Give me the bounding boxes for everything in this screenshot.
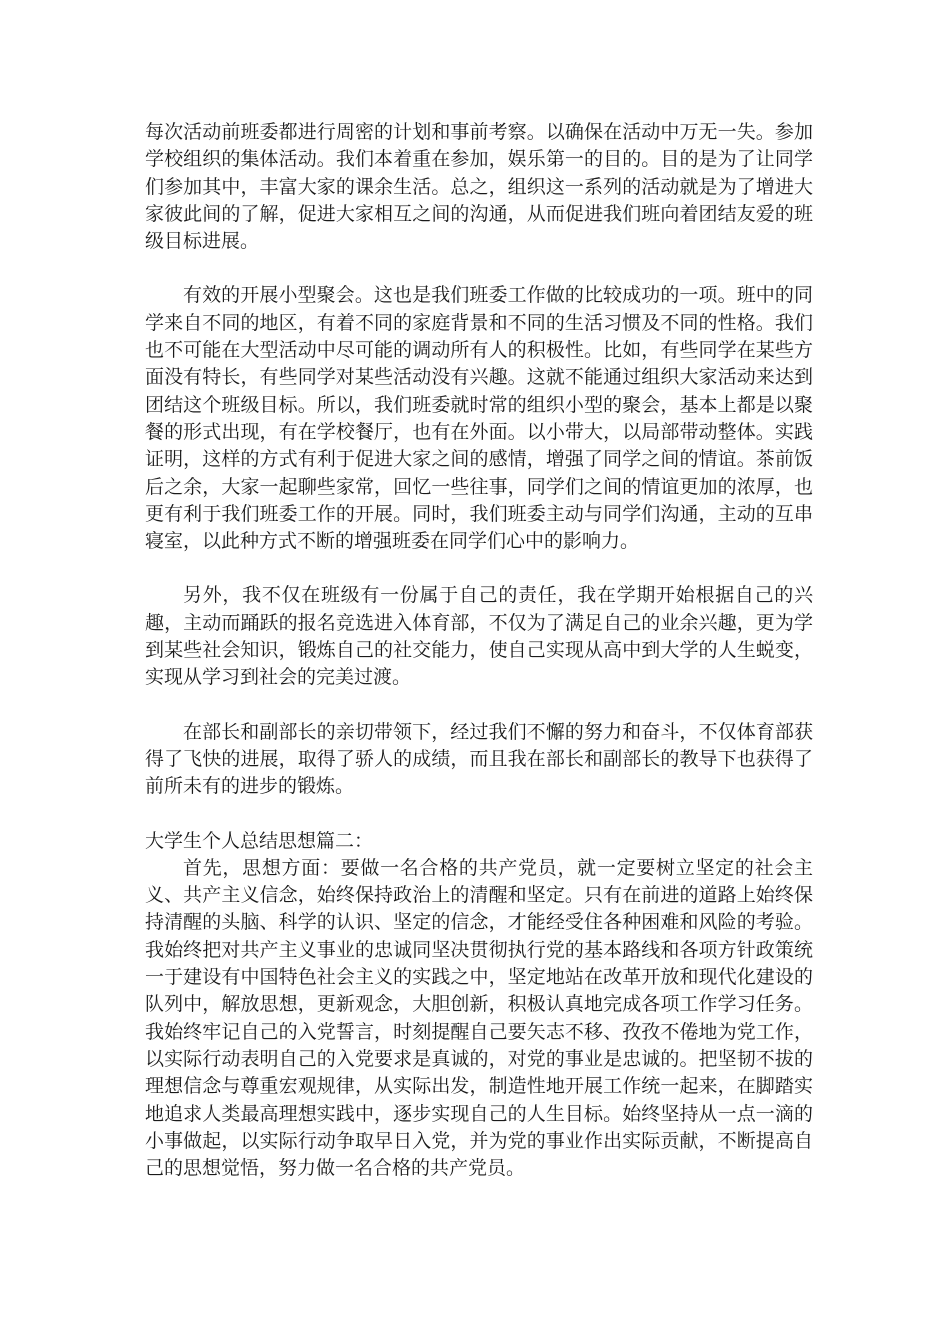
- paragraph-small-gatherings: 有效的开展小型聚会。这也是我们班委工作做的比较成功的一项。班中的同学来自不同的地区，有着不同的家庭背景和不同的生活习惯及不同的性格。我们也不可能在大型活动中尽可能的调动所有人的积极性。比如，有些同学在某些方面没有特长，有些同学对某些活动没有兴趣。这就不能通过组织大家活动来达到团结这个班级目标。所以，我们班委就时常的组织小型的聚会，基本上都是以聚餐的形式出现，有在学校餐厅，也有在外面。以小带大，以局部带动整体。实践证明，这样的方式有利于促进大家之间的感情，增强了同学之间的情谊。茶前饭后之余，大家一起聊些家常，回忆一些往事，同学们之间的情谊更加的浓厚，也更有利于我们班委工作的开展。同时，我们班委主动与同学们沟通，主动的互串寝室，以此种方式不断的增强班委在同学们心中的影响力。: [145, 284, 813, 553]
- paragraph-class-activities: 每次活动前班委都进行周密的计划和事前考察。以确保在活动中万无一失。参加学校组织的集体活动。我们本着重在参加，娱乐第一的目的。目的是为了让同学们参加其中，丰富大家的课余生活。总之，组织这一系列的活动就是为了增进大家彼此间的了解，促进大家相互之间的沟通，从而促进我们班向着团结友爱的班级目标进展。: [145, 121, 813, 253]
- paragraph-ideology: 首先，思想方面：要做一名合格的共产党员，就一定要树立坚定的社会主义、共产主义信念，始终保持政治上的清醒和坚定。只有在前进的道路上始终保持清醒的头脑、科学的认识、坚定的信念，才能经受住各种困难和风险的考验。我始终把对共产主义事业的忠诚同坚决贯彻执行党的基本路线和各项方针政策统一于建设有中国特色社会主义的实践之中，坚定地站在改革开放和现代化建设的队列中，解放思想，更新观念，大胆创新，积极认真地完成各项工作学习任务。我始终牢记自己的入党誓言，时刻提醒自己要矢志不移、孜孜不倦地为党工作，以实际行动表明自己的入党要求是真诚的，对党的事业是忠诚的。把坚韧不拔的理想信念与尊重宏观规律，从实际出发，制造性地开展工作统一起来，在脚踏实地追求人类最高理想实践中，逐步实现自己的人生目标。始终坚持从一点一滴的小事做起，以实际行动争取早日入党，并为党的事业作出实际贡献，不断提高自己的思想觉悟，努力做一名合格的共产党员。: [145, 856, 813, 1180]
- paragraph-gap: [145, 555, 813, 582]
- paragraph-gap: [145, 255, 813, 282]
- paragraph-sports-department: 另外，我不仅在班级有一份属于自己的责任，我在学期开始根据自己的兴趣，主动而踊跃的报名竞选进入体育部，不仅为了满足自己的业余兴趣，更为学到某些社会知识，锻炼自己的社交能力，使自己实现从高中到大学的人生蜕变，实现从学习到社会的完美过渡。: [145, 584, 813, 689]
- paragraph-gap: [145, 692, 813, 719]
- section-heading: 大学生个人总结思想篇二：: [145, 829, 374, 852]
- paragraph-gap: [145, 801, 813, 828]
- document-page: [145, 119, 813, 1182]
- paragraph-department-leadership: 在部长和副部长的亲切带领下，经过我们不懈的努力和奋斗，不仅体育部获得了飞快的进展，取得了骄人的成绩，而且我在部长和副部长的教导下也获得了前所未有的进步的锻炼。: [145, 720, 813, 798]
